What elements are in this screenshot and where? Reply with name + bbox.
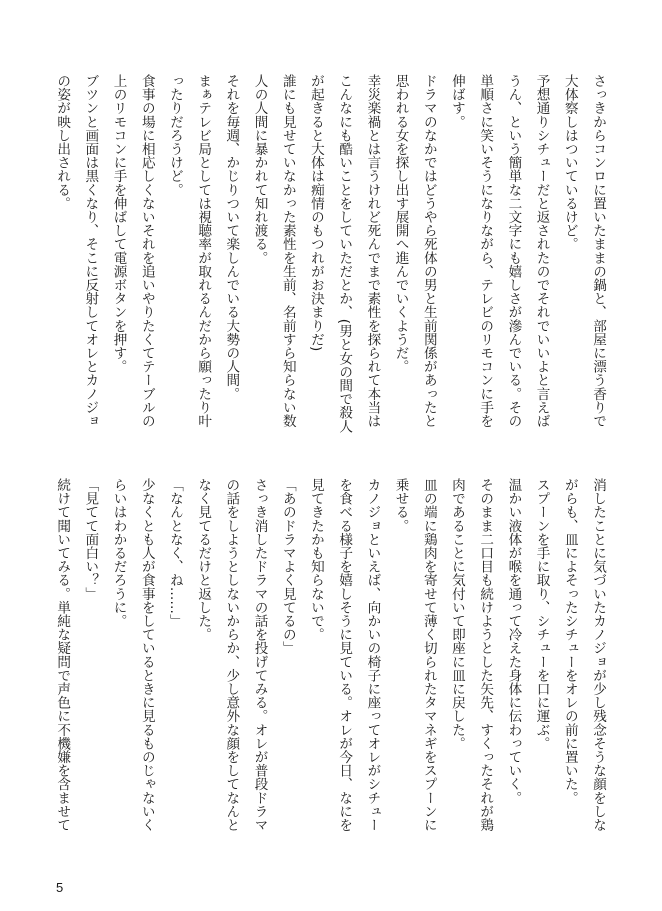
text-line: ったりだろうけど。	[166, 74, 183, 197]
text-line: 上のリモコンに手を伸ばして電源ボタンを押す。	[110, 74, 127, 374]
text-line: 伸ばす。	[448, 74, 465, 129]
text-line: それを毎週、かじりついて楽しんでいる大勢の人間。	[223, 74, 240, 401]
text-line: 「あのドラマよく見てるの」	[279, 478, 296, 655]
text-line: 幸災楽禍とは言うけれど死んでまで素性を探られて本当は	[364, 74, 381, 428]
text-line: 予想通りシチューだと返されたのでそれでいいよと言えば	[533, 74, 550, 428]
text-line: の姿が映し出される。	[54, 74, 71, 210]
text-line: 食事の場に相応しくないそれを追いやりたくてテーブルの	[138, 74, 155, 428]
text-line: 少なくとも人が食事をしているときに見るものじゃないく	[138, 478, 155, 832]
text-line: 肉であることに気付いて即座に皿に戻した。	[448, 478, 465, 750]
text-line: 消したことに気づいたカノジョが少し残念そうな顔をしな	[590, 478, 606, 832]
text-line: そのまま二口目も続けようとした矢先、すくったそれが鶏	[477, 478, 494, 832]
text-line: さっきからコンロに置いたままの鍋と、部屋に漂う香りで	[590, 74, 606, 428]
text-line: 誰にも見せていなかった素性を生前、名前すら知らない数	[279, 74, 296, 428]
text-line: 人の人間に暴かれて知れ渡る。	[251, 74, 268, 265]
text-line: カノジョといえば、向かいの椅子に座ってオレがシチュー	[364, 478, 381, 832]
text-block-top	[48, 74, 612, 446]
text-line: 温かい液体が喉を通って冷えた身体に伝わっていく。	[505, 478, 522, 805]
text-line: ドラマのなかではどうやら死体の男と生前関係があったと	[420, 74, 437, 428]
text-line: の話をしようとしないからか、少し意外な顔をしてなんと	[223, 478, 240, 832]
text-line: 単順さに笑いそうになりながら、テレビのリモコンに手を	[477, 74, 494, 428]
text-line: 乗せる。	[392, 478, 409, 533]
text-line: スプーンを手に取り、シチューを口に運ぶ。	[533, 478, 550, 750]
text-line: 大体察しはついているけど。	[561, 74, 578, 251]
text-line: こんなにも酷いことをしていただとか、(男と女の間で殺人	[336, 74, 353, 433]
text-block-bottom	[48, 478, 612, 850]
text-line: 皿の端に鶏肉を寄せて薄く切られたタマネギをスプーンに	[420, 478, 437, 832]
text-line: らいはわかるだろうに。	[110, 478, 127, 628]
text-line: が起きると大体は痴情のもつれがお決まりだ)	[307, 74, 324, 352]
text-line: 「なんとなく、ね……」	[166, 478, 183, 628]
text-line: を食べる様子を嬉しそうに見ている。オレが今日、なにを	[336, 478, 353, 832]
text-line: 続けて聞いてみる。単純な疑問で声色に不機嫌を含ませて	[54, 478, 71, 832]
text-line: さっき消したドラマの話を投げてみる。オレが普段ドラマ	[251, 478, 268, 832]
page-number: 5	[56, 880, 64, 895]
text-line: まぁテレビ局としては視聴率が取れるんだから願ったり叶	[195, 74, 212, 428]
text-line: ブツンと画面は黒くなり、そこに反射してオレとカノジョ	[82, 74, 99, 428]
text-line: 思われる女を探し出す展開へ進んでいくようだ。	[392, 74, 409, 374]
text-line: 「見てて面白い？」	[82, 478, 99, 601]
text-line: なく見てるだけと返した。	[195, 478, 212, 642]
text-line: 見てきたかも知らないで。	[307, 478, 324, 642]
text-line: がらも、皿によそったシチューをオレの前に置いた。	[561, 478, 578, 805]
text-line: うん、という簡単な二文字にも嬉しさが滲んでいる。その	[505, 74, 522, 428]
